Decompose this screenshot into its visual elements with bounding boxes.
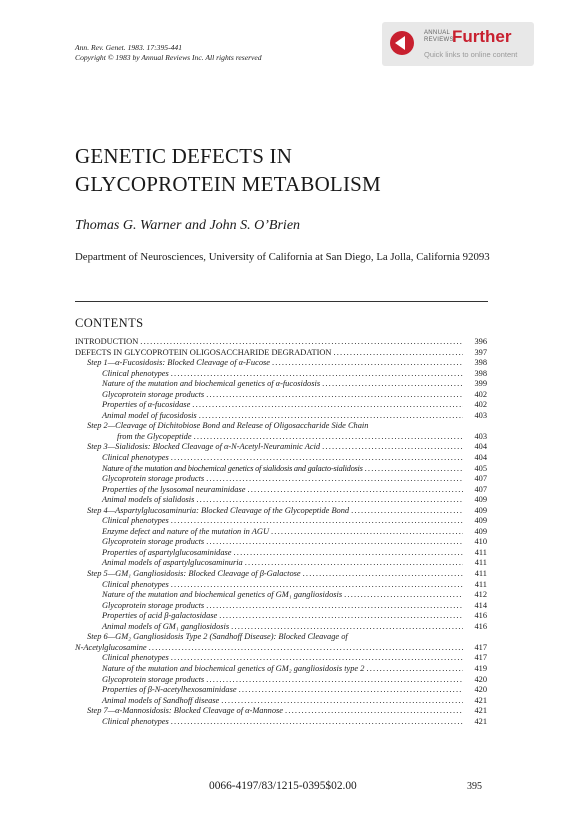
toc-entry[interactable]: Glycoprotein storage products ..... 402 (75, 390, 487, 401)
brand-name (424, 30, 454, 44)
brand-line-2: REVIEWS (424, 37, 454, 43)
toc-entry[interactable]: Nature of the mutation and biochemical genetics of GM₂ gangliosidosis type 2 ..... 419 (75, 664, 487, 675)
toc-entry[interactable]: Properties of α-fucosidase ..... 402 (75, 400, 487, 411)
toc-entry[interactable]: DEFECTS IN GLYCOPROTEIN OLIGOSACCHARIDE DEGRADATION ..... 397 (75, 348, 487, 359)
author-affiliation: Department of Neurosciences, University of California at San Diego, La Jolla, California 92093 (75, 251, 490, 263)
article-authors: Thomas G. Warner and John S. O’Brien (75, 218, 301, 233)
table-of-contents (75, 337, 487, 727)
copyright-notice: Copyright © 1983 by Annual Reviews Inc. All rights reserved (75, 53, 262, 62)
toc-entry[interactable]: Animal model of fucosidosis ..... 403 (75, 411, 487, 422)
toc-entry[interactable]: Clinical phenotypes ..... 411 (75, 580, 487, 591)
title-line-1: GENETIC DEFECTS IN (75, 144, 293, 168)
toc-entry[interactable]: Clinical phenotypes ..... 409 (75, 516, 487, 527)
toc-entry[interactable]: Properties of the lysosomal neuraminidase ..... 407 (75, 485, 487, 496)
contents-heading: CONTENTS (75, 316, 144, 330)
journal-citation: Ann. Rev. Genet. 1983. 17:395-441 (75, 43, 182, 52)
toc-entry[interactable]: Step 3—Sialidosis: Blocked Cleavage of α-N-Acetyl-Neuraminic Acid ..... 404 (75, 442, 487, 453)
toc-entry[interactable]: Glycoprotein storage products ..... 410 (75, 537, 487, 548)
toc-entry[interactable]: Properties of acid β-galactosidase ..... 416 (75, 611, 487, 622)
toc-entry[interactable]: Step 2—Cleavage of Dichitobiose Bond and Release of Oligosaccharide Side Chain (87, 421, 369, 431)
title-line-2: GLYCOPROTEIN METABOLISM (75, 172, 381, 196)
toc-entry[interactable]: INTRODUCTION ..... 396 (75, 337, 487, 348)
annual-reviews-logo-icon (390, 31, 414, 55)
banner-tagline: Quick links to online content (424, 50, 518, 59)
toc-entry[interactable]: Animal models of aspartylglucosaminuria ..... 411 (75, 558, 487, 569)
toc-entry[interactable]: Nature of the mutation and biochemical genetics of sialidosis and galacto-sialidosis ..... 405 (75, 464, 487, 475)
section-divider (75, 301, 488, 302)
price-code: 0066-4197/83/1215-0395$02.00 (209, 780, 357, 792)
toc-entry[interactable]: N-Acetylglucosamine ..... 417 (75, 643, 487, 654)
toc-entry[interactable]: Glycoprotein storage products ..... 414 (75, 601, 487, 612)
toc-entry[interactable]: Nature of the mutation and biochemical genetics of α-fucosidosis ..... 399 (75, 379, 487, 390)
toc-entry[interactable]: Nature of the mutation and biochemical genetics of GM₁ gangliosidosis ..... 412 (75, 590, 487, 601)
further-banner-link[interactable] (382, 22, 534, 66)
toc-entry[interactable]: Properties of β-N-acetylhexosaminidase ..... 420 (75, 685, 487, 696)
toc-entry[interactable]: Glycoprotein storage products ..... 407 (75, 474, 487, 485)
toc-entry[interactable]: Animal models of GM₁ gangliosidosis ..... 416 (75, 622, 487, 633)
toc-entry[interactable]: Clinical phenotypes ..... 421 (75, 717, 487, 728)
page-number: 395 (467, 781, 482, 792)
toc-entry[interactable]: Animal models of Sandhoff disease ..... 421 (75, 696, 487, 707)
toc-entry[interactable]: Glycoprotein storage products ..... 420 (75, 675, 487, 686)
toc-entry[interactable]: Step 7—α-Mannosidosis: Blocked Cleavage of α-Mannose ..... 421 (75, 706, 487, 717)
toc-entry[interactable]: Step 6—GM₂ Gangliosidosis Type 2 (Sandhoff Disease): Blocked Cleavage of (87, 632, 348, 642)
brand-line-1: ANNUAL (424, 30, 451, 36)
further-label: Further (452, 27, 512, 46)
toc-entry[interactable]: from the Glycopeptide ..... 403 (75, 432, 487, 443)
toc-entry[interactable]: Clinical phenotypes ..... 404 (75, 453, 487, 464)
toc-entry[interactable]: Enzyme defect and nature of the mutation in AGU ..... 409 (75, 527, 487, 538)
toc-entry[interactable]: Step 4—Aspartylglucosaminuria: Blocked Cleavage of the Glycopeptide Bond ..... 409 (75, 506, 487, 517)
toc-entry[interactable]: Clinical phenotypes ..... 398 (75, 369, 487, 380)
article-title (75, 142, 381, 198)
journal-citation-block (75, 43, 262, 63)
toc-entry[interactable]: Animal models of sialidosis ..... 409 (75, 495, 487, 506)
toc-entry[interactable]: Clinical phenotypes ..... 417 (75, 653, 487, 664)
toc-entry[interactable]: Step 1—α-Fucosidosis: Blocked Cleavage of α-Fucose ..... 398 (75, 358, 487, 369)
toc-entry[interactable]: Properties of aspartylglucosaminidase ..... 411 (75, 548, 487, 559)
toc-entry[interactable]: Step 5—GM₁ Gangliosidosis: Blocked Cleavage of β-Galactose ..... 411 (75, 569, 487, 580)
